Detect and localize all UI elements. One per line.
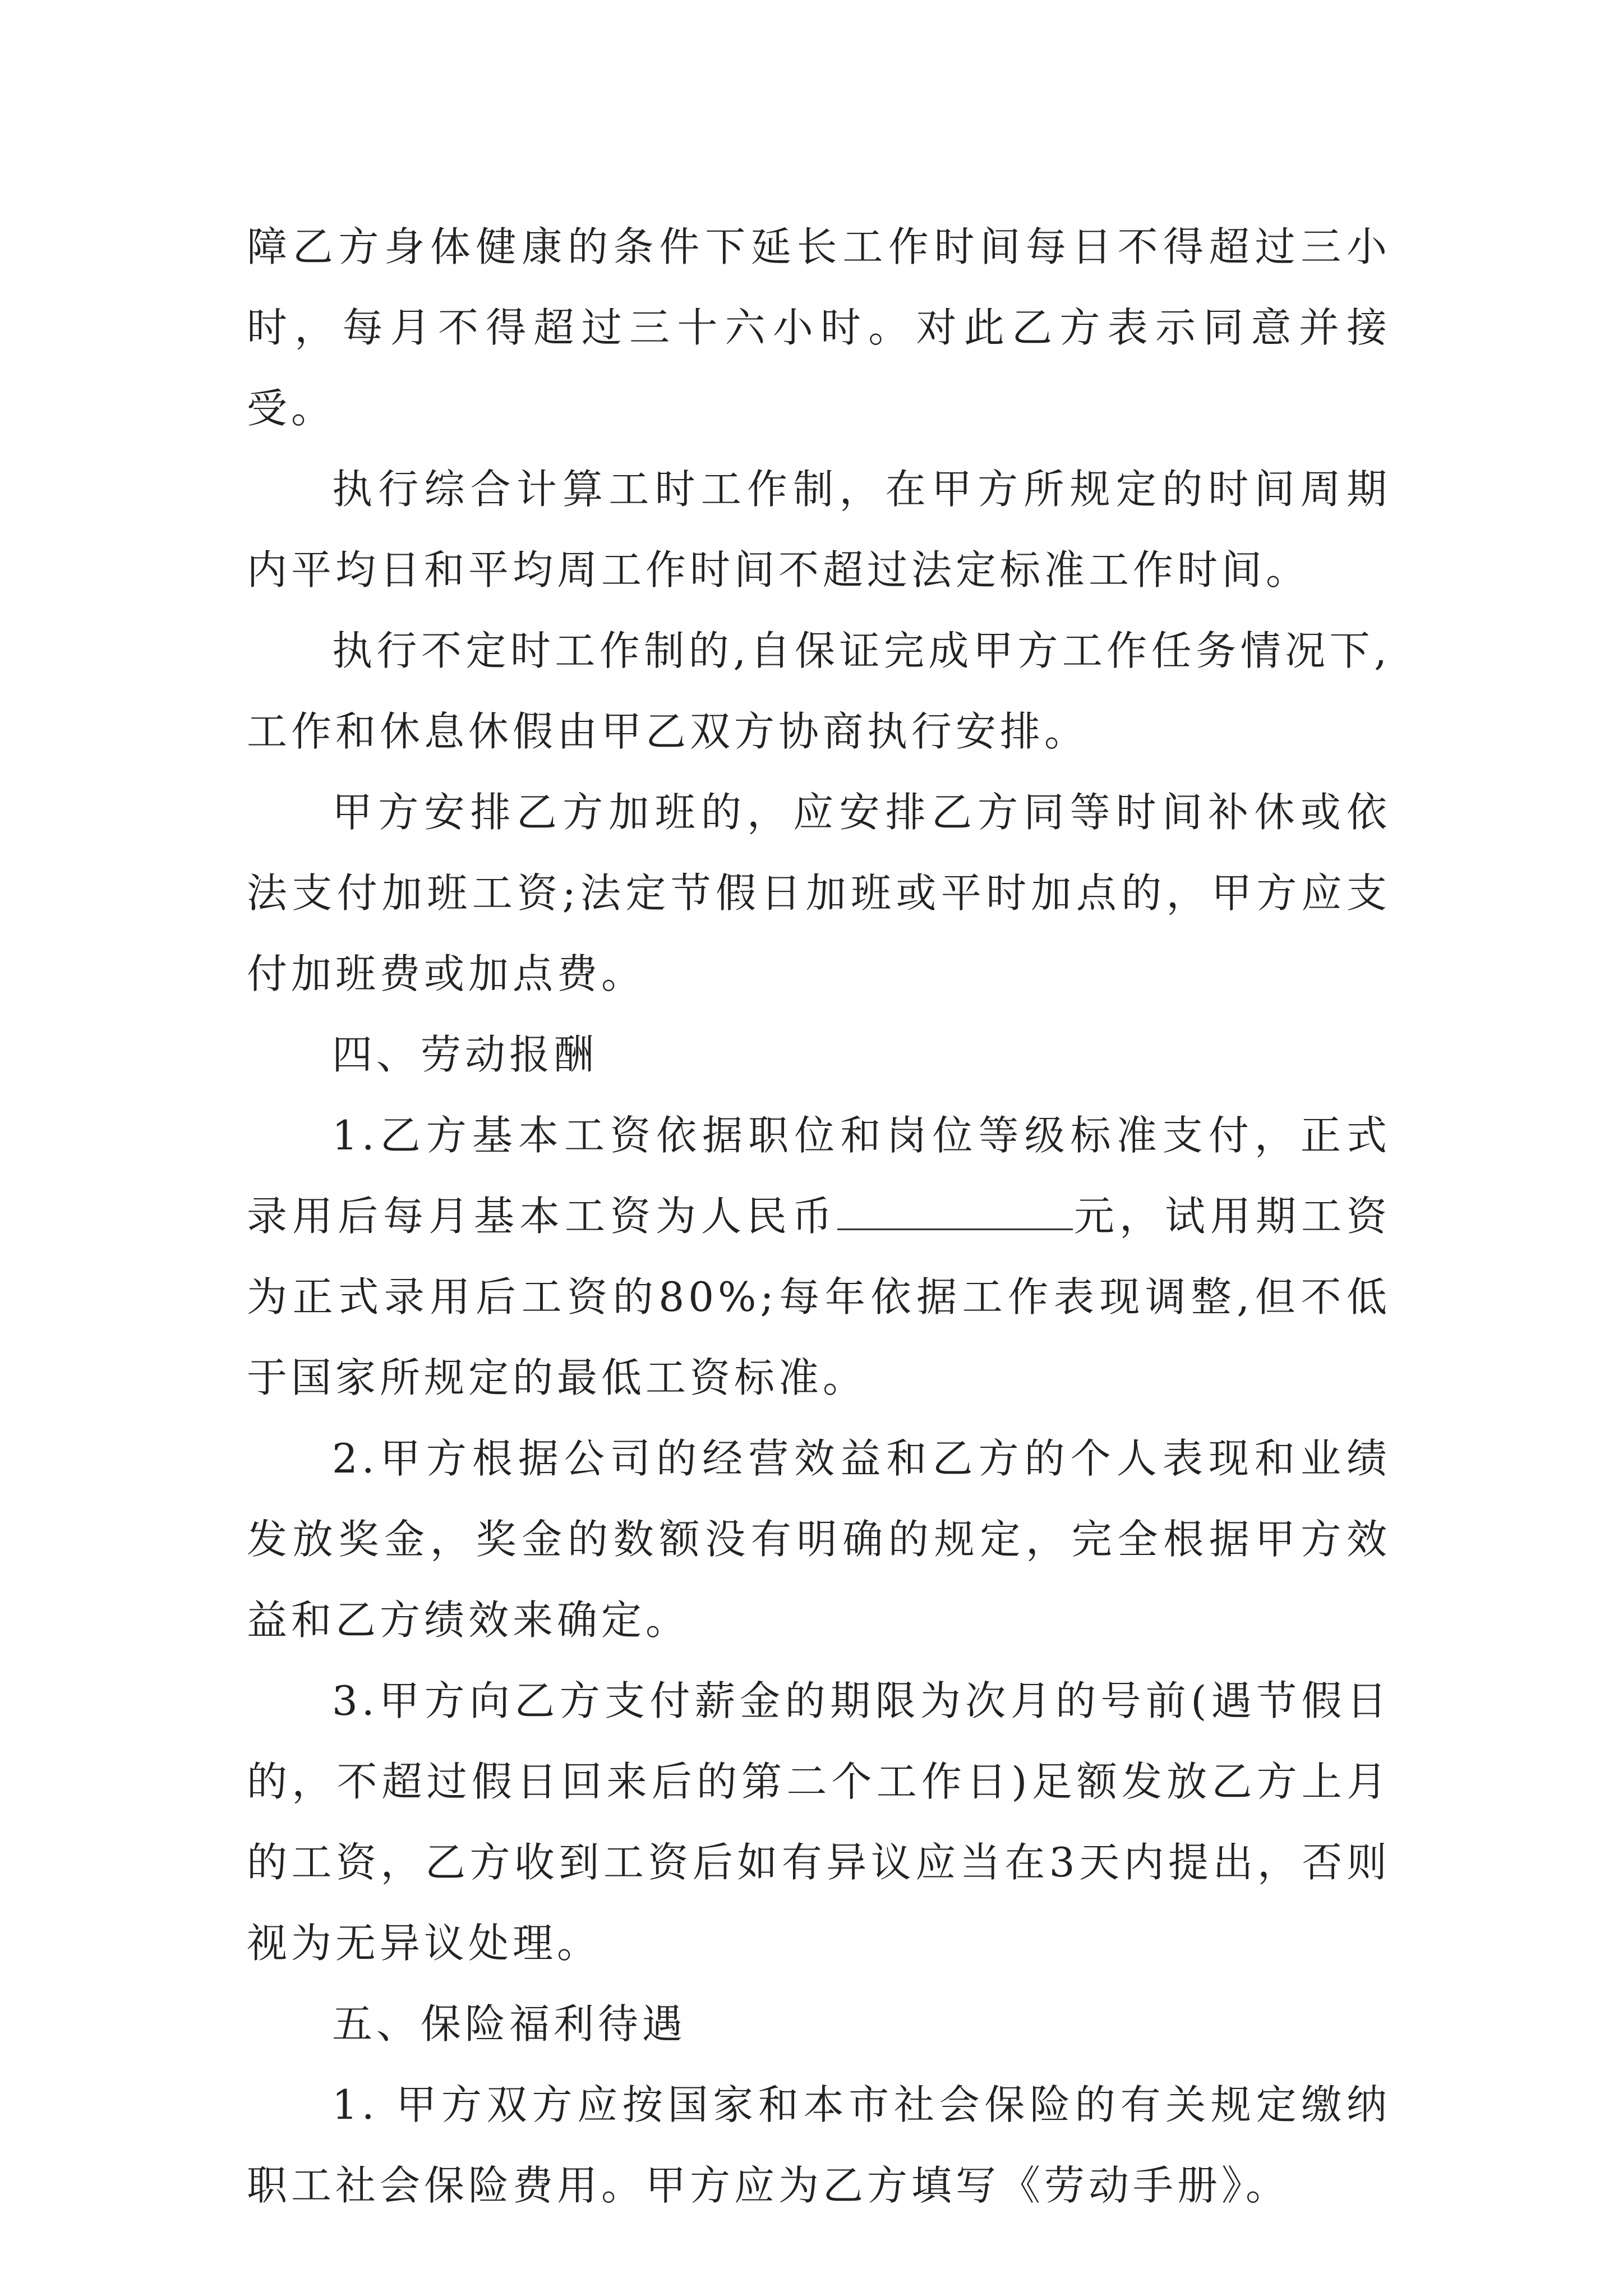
paragraph-overtime-pay: 甲方安排乙方加班的，应安排乙方同等时间补休或依法支付加班工资;法定节假日加班或平时加点的，甲方应支付加班费或加点费。 xyxy=(247,789,1391,997)
paragraph-comprehensive-hours: 执行综合计算工时工作制，在甲方所规定的时间周期内平均日和平均周工作时间不超过法定标准工作时间。 xyxy=(247,466,1391,593)
paragraph-bonus: 2.甲方根据公司的经营效益和乙方的个人表现和业绩发放奖金，奖金的数额没有明确的规定，完全根据甲方效益和乙方绩效来确定。 xyxy=(247,1435,1391,1644)
paragraph-social-insurance: 1. 甲方双方应按国家和本市社会保险的有关规定缴纳职工社会保险费用。甲方应为乙方填写《劳动手册》。 xyxy=(247,2081,1391,2209)
section-heading-remuneration: 四、劳动报酬 xyxy=(332,1031,598,1078)
document-body xyxy=(247,206,1391,2226)
salary-amount-blank xyxy=(837,1193,1073,1230)
paragraph-overtime-limit: 障乙方身体健康的条件下延长工作时间每日不得超过三小时，每月不得超过三十六小时。对此乙方表示同意并接受。 xyxy=(247,223,1391,432)
base-salary-text-before: 1.乙方基本工资依据职位和岗位等级标准支付，正式录用后每月基本工资为人民币 xyxy=(247,1112,1391,1240)
paragraph-base-salary xyxy=(247,1095,1391,1418)
paragraph-pay-schedule: 3.甲方向乙方支付薪金的期限为次月的号前(遇节假日的，不超过假日回来后的第二个工作日)足额发放乙方上月的工资，乙方收到工资后如有异议应当在3天内提出，否则视为无异议处理。 xyxy=(247,1677,1391,1967)
paragraph-flexible-hours: 执行不定时工作制的,自保证完成甲方工作任务情况下,工作和休息休假由甲乙双方协商执行安排。 xyxy=(247,627,1391,755)
section-heading-insurance: 五、保险福利待遇 xyxy=(332,2000,687,2047)
base-salary-text-after: 元，试用期工资为正式录用后工资的80%;每年依据工作表现调整,但不低于国家所规定的最低工资标准。 xyxy=(247,1193,1391,1401)
